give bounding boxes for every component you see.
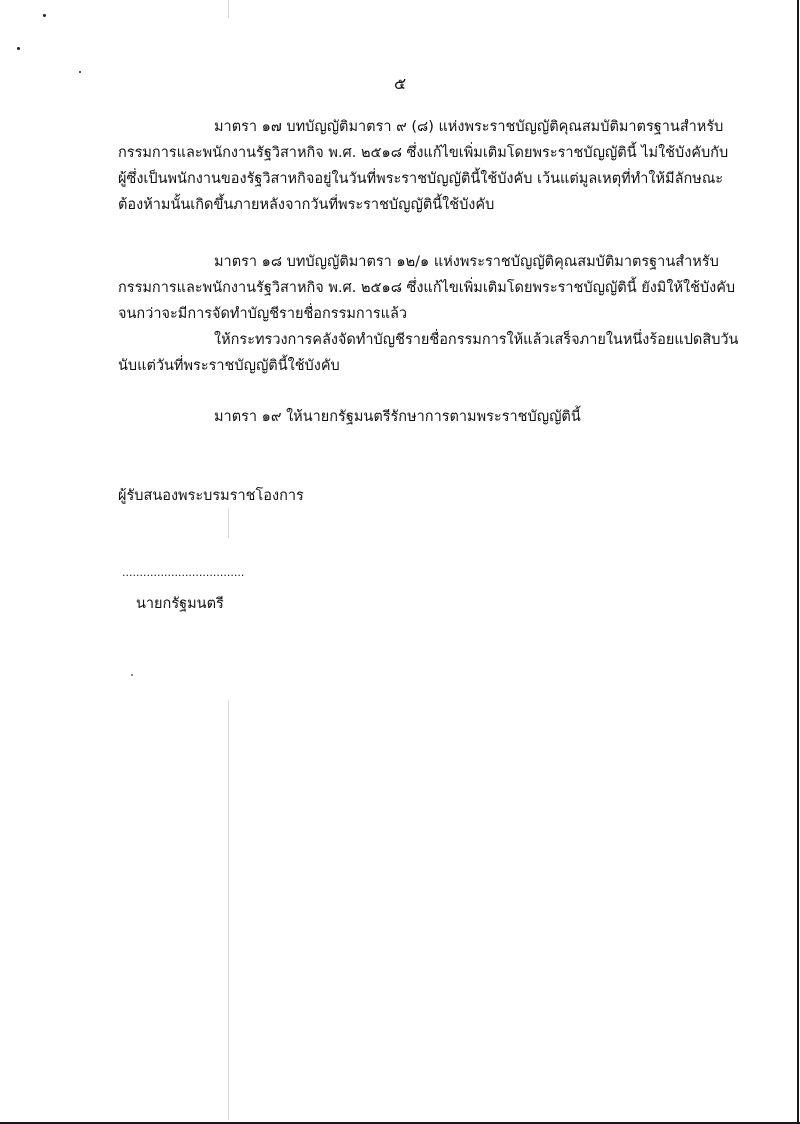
scan-speck bbox=[17, 47, 20, 50]
page-number: ๕ bbox=[393, 74, 407, 93]
section-line: มาตรา ๑๘ บทบัญญัติมาตรา ๑๒/๑ แห่งพระราชบัญญัติคุณสมบัติมาตรฐานสำหรับ bbox=[214, 254, 719, 270]
countersign-label: ผู้รับสนองพระบรมราชโองการ bbox=[118, 488, 304, 504]
section-line: นับแต่วันที่พระราชบัญญัตินี้ใช้บังคับ bbox=[118, 358, 340, 374]
scan-fold-line bbox=[228, 0, 229, 18]
section-18 bbox=[118, 249, 739, 379]
scan-border-right bbox=[797, 0, 799, 1124]
section-line: ต้องห้ามนั้นเกิดขึ้นภายหลังจากวันที่พระราชบัญญัตินี้ใช้บังคับ bbox=[118, 197, 495, 213]
signatory-title: นายกรัฐมนตรี bbox=[136, 596, 224, 612]
section-line: ผู้ซึ่งเป็นพนักงานของรัฐวิสาหกิจอยู่ในวันที่พระราชบัญญัตินี้ใช้บังคับ เว้นแต่มูลเหตุที่ทำให้มีลักษณะ bbox=[118, 171, 724, 187]
scan-speck bbox=[131, 674, 133, 676]
scan-fold-line bbox=[228, 700, 229, 1120]
section-line: กรรมการและพนักงานรัฐวิสาหกิจ พ.ศ. ๒๕๑๘ ซึ่งแก้ไขเพิ่มเติมโดยพระราชบัญญัตินี้ ไม่ใช้บังคับกับ bbox=[118, 145, 729, 161]
scan-fold-line bbox=[228, 508, 229, 538]
section-line: กรรมการและพนักงานรัฐวิสาหกิจ พ.ศ. ๒๕๑๘ ซึ่งแก้ไขเพิ่มเติมโดยพระราชบัญญัตินี้ ยังมิให้ใช้บังคับ bbox=[118, 280, 736, 296]
section-line: มาตรา ๑๙ ให้นายกรัฐมนตรีรักษาการตามพระราชบัญญัตินี้ bbox=[214, 409, 581, 425]
section-line: มาตรา ๑๗ บทบัญญัติมาตรา ๙ (๘) แห่งพระราชบัญญัติคุณสมบัติมาตรฐานสำหรับ bbox=[214, 119, 724, 135]
section-19 bbox=[118, 404, 718, 430]
section-line: ให้กระทรวงการคลังจัดทำบัญชีรายชื่อกรรมการให้แล้วเสร็จภายในหนึ่งร้อยแปดสิบวัน bbox=[214, 332, 739, 348]
scan-speck bbox=[43, 14, 46, 17]
signature-dotted-line: ................................... bbox=[122, 566, 245, 579]
section-17 bbox=[118, 114, 729, 218]
section-line: จนกว่าจะมีการจัดทำบัญชีรายชื่อกรรมการแล้ว bbox=[118, 306, 408, 322]
